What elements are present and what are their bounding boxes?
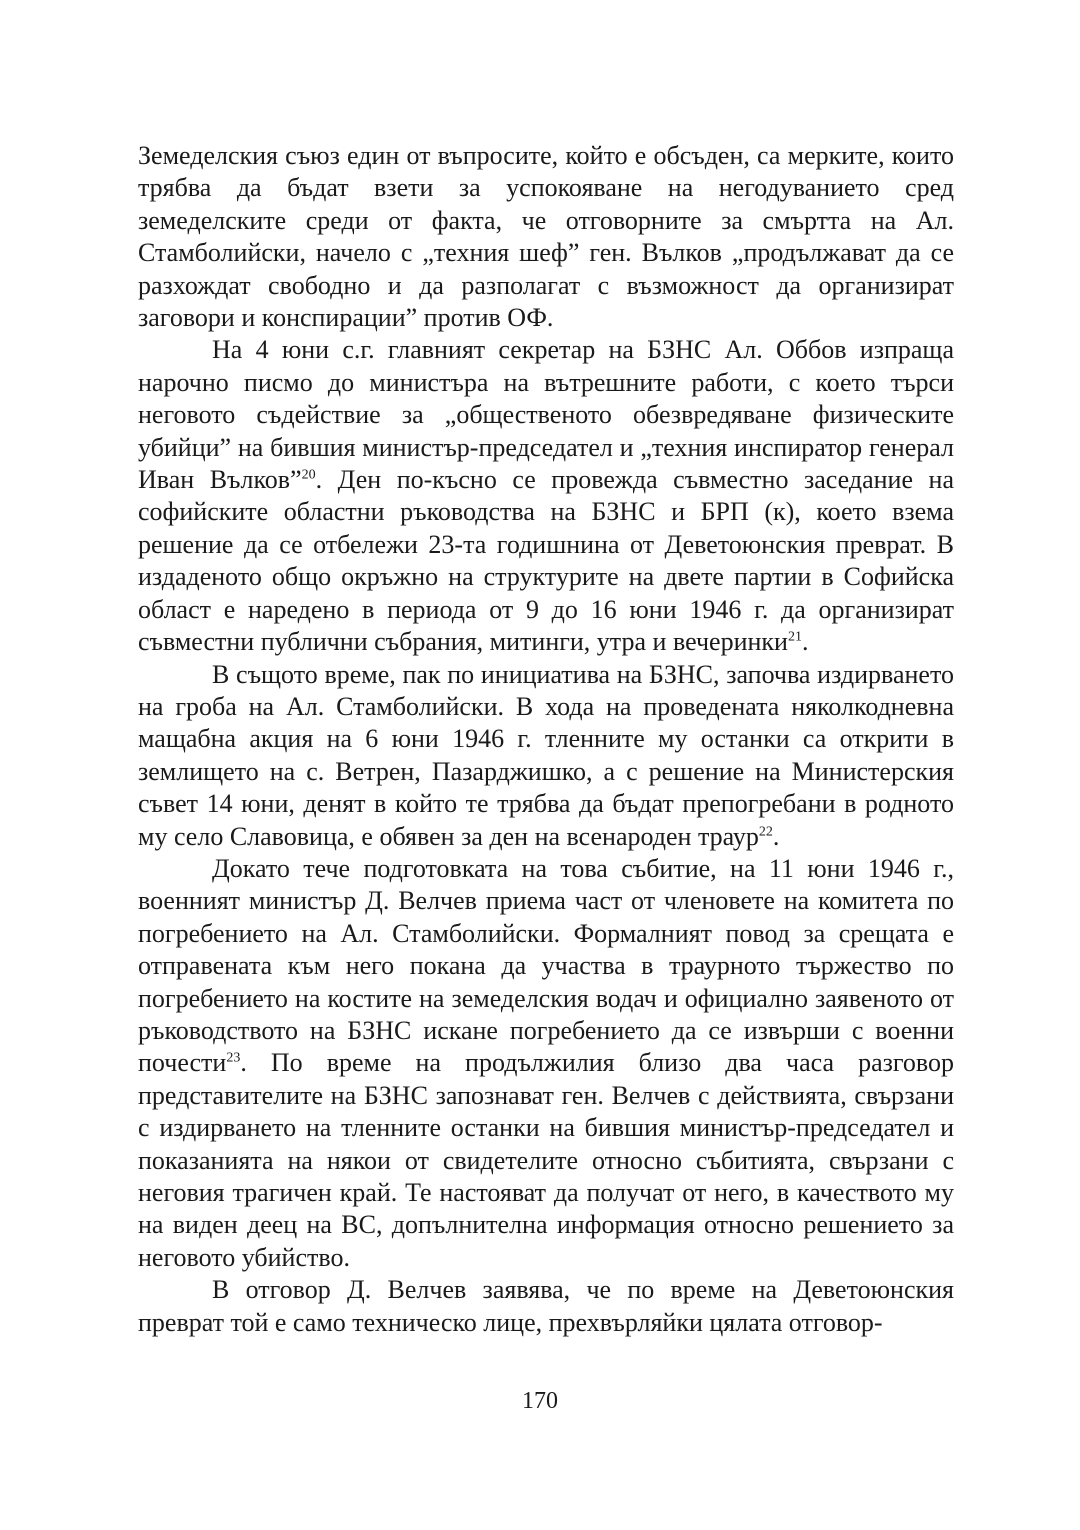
paragraph-text: В същото време, пак по инициатива на БЗНС, започва издирването на гроба на Ал. Стамболийски. В хода на проведената няколкодневна мащабна акция на 6 юни 1946 г. тленните му останки са открити в землището на с. Ветрен, Пазарджишко, а с решение на Министерския съвет 14 юни, денят в който те трябва да бъдат препогребани в родното му село Славовица, е обявен за ден на всенароден траур [138,659,954,851]
paragraph [138,853,954,1274]
paragraph [138,140,954,334]
footnote-marker: 20 [301,467,316,483]
paragraph-text: Земеделския съюз един от въпросите, който е обсъден, са мерките, които трябва да бъдат взети за успокояване на негодуванието сред земеделските среди от факта, че отговорните за смъртта на Ал. Стамболийски, начело с „техния шеф” ген. Вълков „продължават да се разхождат свободно и да разполагат с възможност да организират заговори и конспирации” против ОФ. [138,141,954,333]
paragraph [138,334,954,658]
footnote-marker: 23 [226,1050,241,1066]
paragraph [138,659,954,853]
paragraph-text: Докато тече подготовката на това събитие, на 11 юни 1946 г., военният министър Д. Велчев приема част от членовете на комитета по погребението на Ал. Стамболийски. Формалният повод за срещата е отправената към него покана да участва в траурното тържество по погребението на костите на земеделския водач и официално заявеното от ръководството на БЗНС искане погребението да се извърши с военни почести [138,853,954,1078]
paragraph-text: . Ден по-късно се провежда съвместно заседание на софийските областни ръководства на БЗНС и БРП (к), което взема решение да се отбележи 23-та годишнина от Деветоюнския преврат. В издаденото общо окръжно на структурите на двете партии в Софийска област е наредено в периода от 9 до 16 юни 1946 г. да организират съвместни публични събрания, митинги, утра и вечеринки [138,465,954,657]
paragraph [138,1274,954,1339]
footnote-marker: 22 [758,823,773,839]
page-body [138,140,954,1440]
footnote-marker: 21 [787,629,802,645]
paragraph-text: . По време на продължилия близо два часа разговор представителите на БЗНС запознават ген. Велчев с действията, свързани с издирването на тленните останки на бившия министър-председател и показанията на някои от свидетелите относно събитията, свързани с неговия трагичен край. Те настояват да получат от него, в качеството му на виден деец на ВС, допълнителна информация относно решението за неговото убийство. [138,1048,954,1272]
paragraph-text: . [772,821,780,851]
paragraph-text: В отговор Д. Велчев заявява, че по време на Деветоюнския преврат той е само техническо лице, прехвърляйки цялата отговор- [138,1275,954,1337]
paragraph-text: . [801,627,809,657]
paragraph-text: На 4 юни с.г. главният секретар на БЗНС Ал. Оббов изпраща нарочно писмо до министъра на вътрешните работи, с което търси неговото съдействие за „общественото обезвредяване физическите убийци” на бившия министър-председател и „техния инспиратор генерал Иван Вълков” [138,335,954,495]
page-number: 170 [522,1388,558,1414]
